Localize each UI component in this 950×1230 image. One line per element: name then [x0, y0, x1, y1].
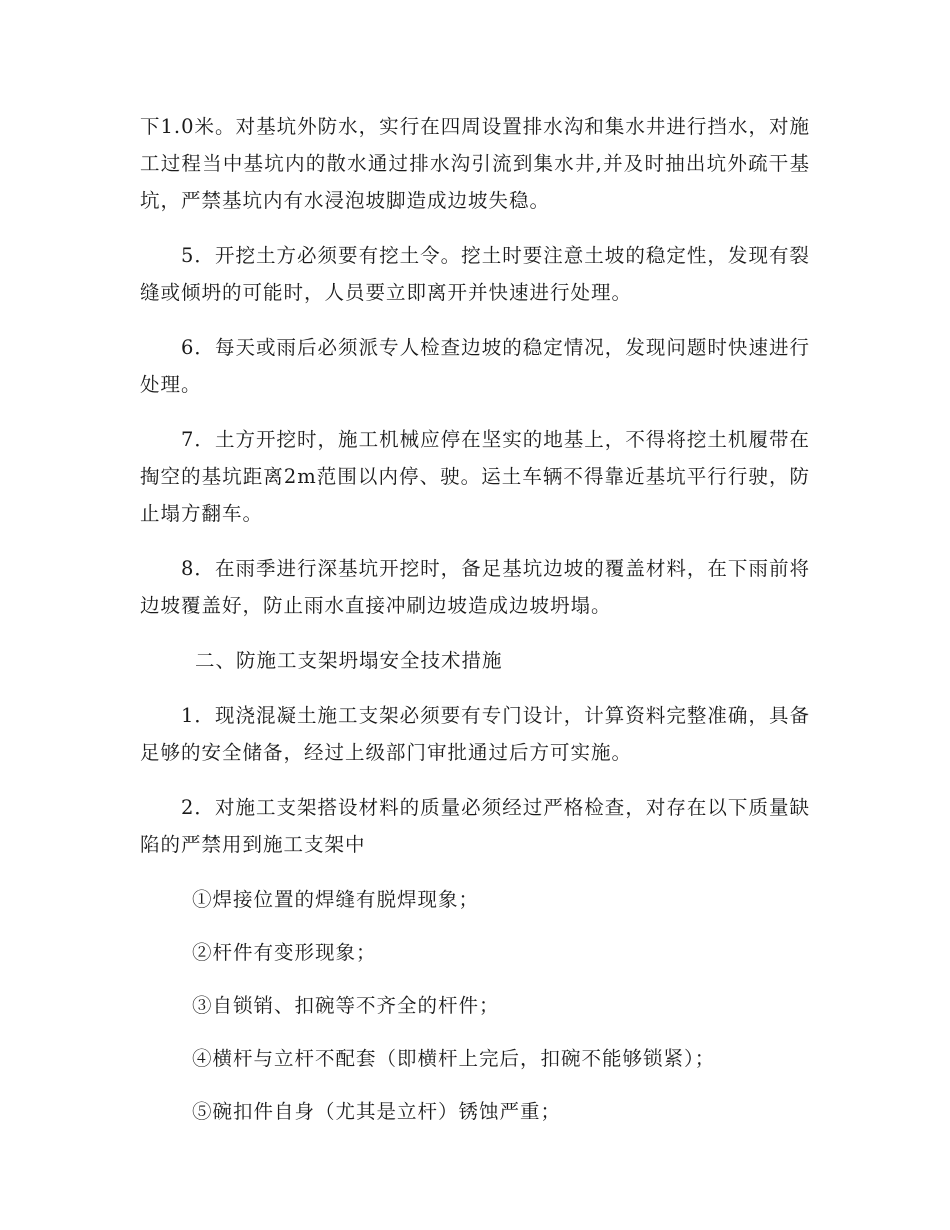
paragraph-item-7: 7．土方开挖时，施工机械应停在坚实的地基上，不得将挖土机履带在掏空的基坑距离2m范围以内停、驶。运土车辆不得靠近基坑平行行驶，防止塌方翻车。 — [140, 428, 810, 525]
defect-item-3: ③自锁销、扣碗等不齐全的杆件； — [192, 994, 500, 1017]
paragraph-item-5: 5．开挖土方必须要有挖土令。挖土时要注意土坡的稳定性，发现有裂缝或倾坍的可能时，人员要立即离开并快速进行处理。 — [140, 244, 810, 304]
paragraph-item-6: 6．每天或雨后必须派专人检查边坡的稳定情况，发现问题时快速进行处理。 — [140, 336, 810, 396]
paragraph-item-8: 8．在雨季进行深基坑开挖时，备足基坑边坡的覆盖材料，在下雨前将边坡覆盖好，防止雨水直接冲刷边坡造成边坡坍塌。 — [140, 557, 810, 617]
paragraph-support-1: 1．现浇混凝土施工支架必须要有专门设计，计算资料完整准确，具备足够的安全储备，经过上级部门审批通过后方可实施。 — [140, 704, 810, 764]
paragraph-drainage: 下1.0米。对基坑外防水，实行在四周设置排水沟和集水井进行挡水，对施工过程当中基坑内的散水通过排水沟引流到集水井,并及时抽出坑外疏干基坑，严禁基坑内有水浸泡坡脚造成边坡失稳。 — [140, 115, 810, 212]
paragraph-support-2: 2．对施工支架搭设材料的质量必须经过严格检查，对存在以下质量缺陷的严禁用到施工支架中 — [140, 796, 810, 856]
section-heading: 二、防施工支架坍塌安全技术措施 — [195, 649, 503, 672]
defect-item-5: ⑤碗扣件自身（尤其是立杆）锈蚀严重； — [192, 1100, 562, 1123]
defect-item-4: ④横杆与立杆不配套（即横杆上完后，扣碗不能够锁紧）； — [192, 1047, 716, 1070]
defect-item-1: ①焊接位置的焊缝有脱焊现象； — [192, 888, 480, 911]
defect-item-2: ②杆件有变形现象； — [192, 941, 377, 964]
document-body — [140, 108, 810, 1146]
